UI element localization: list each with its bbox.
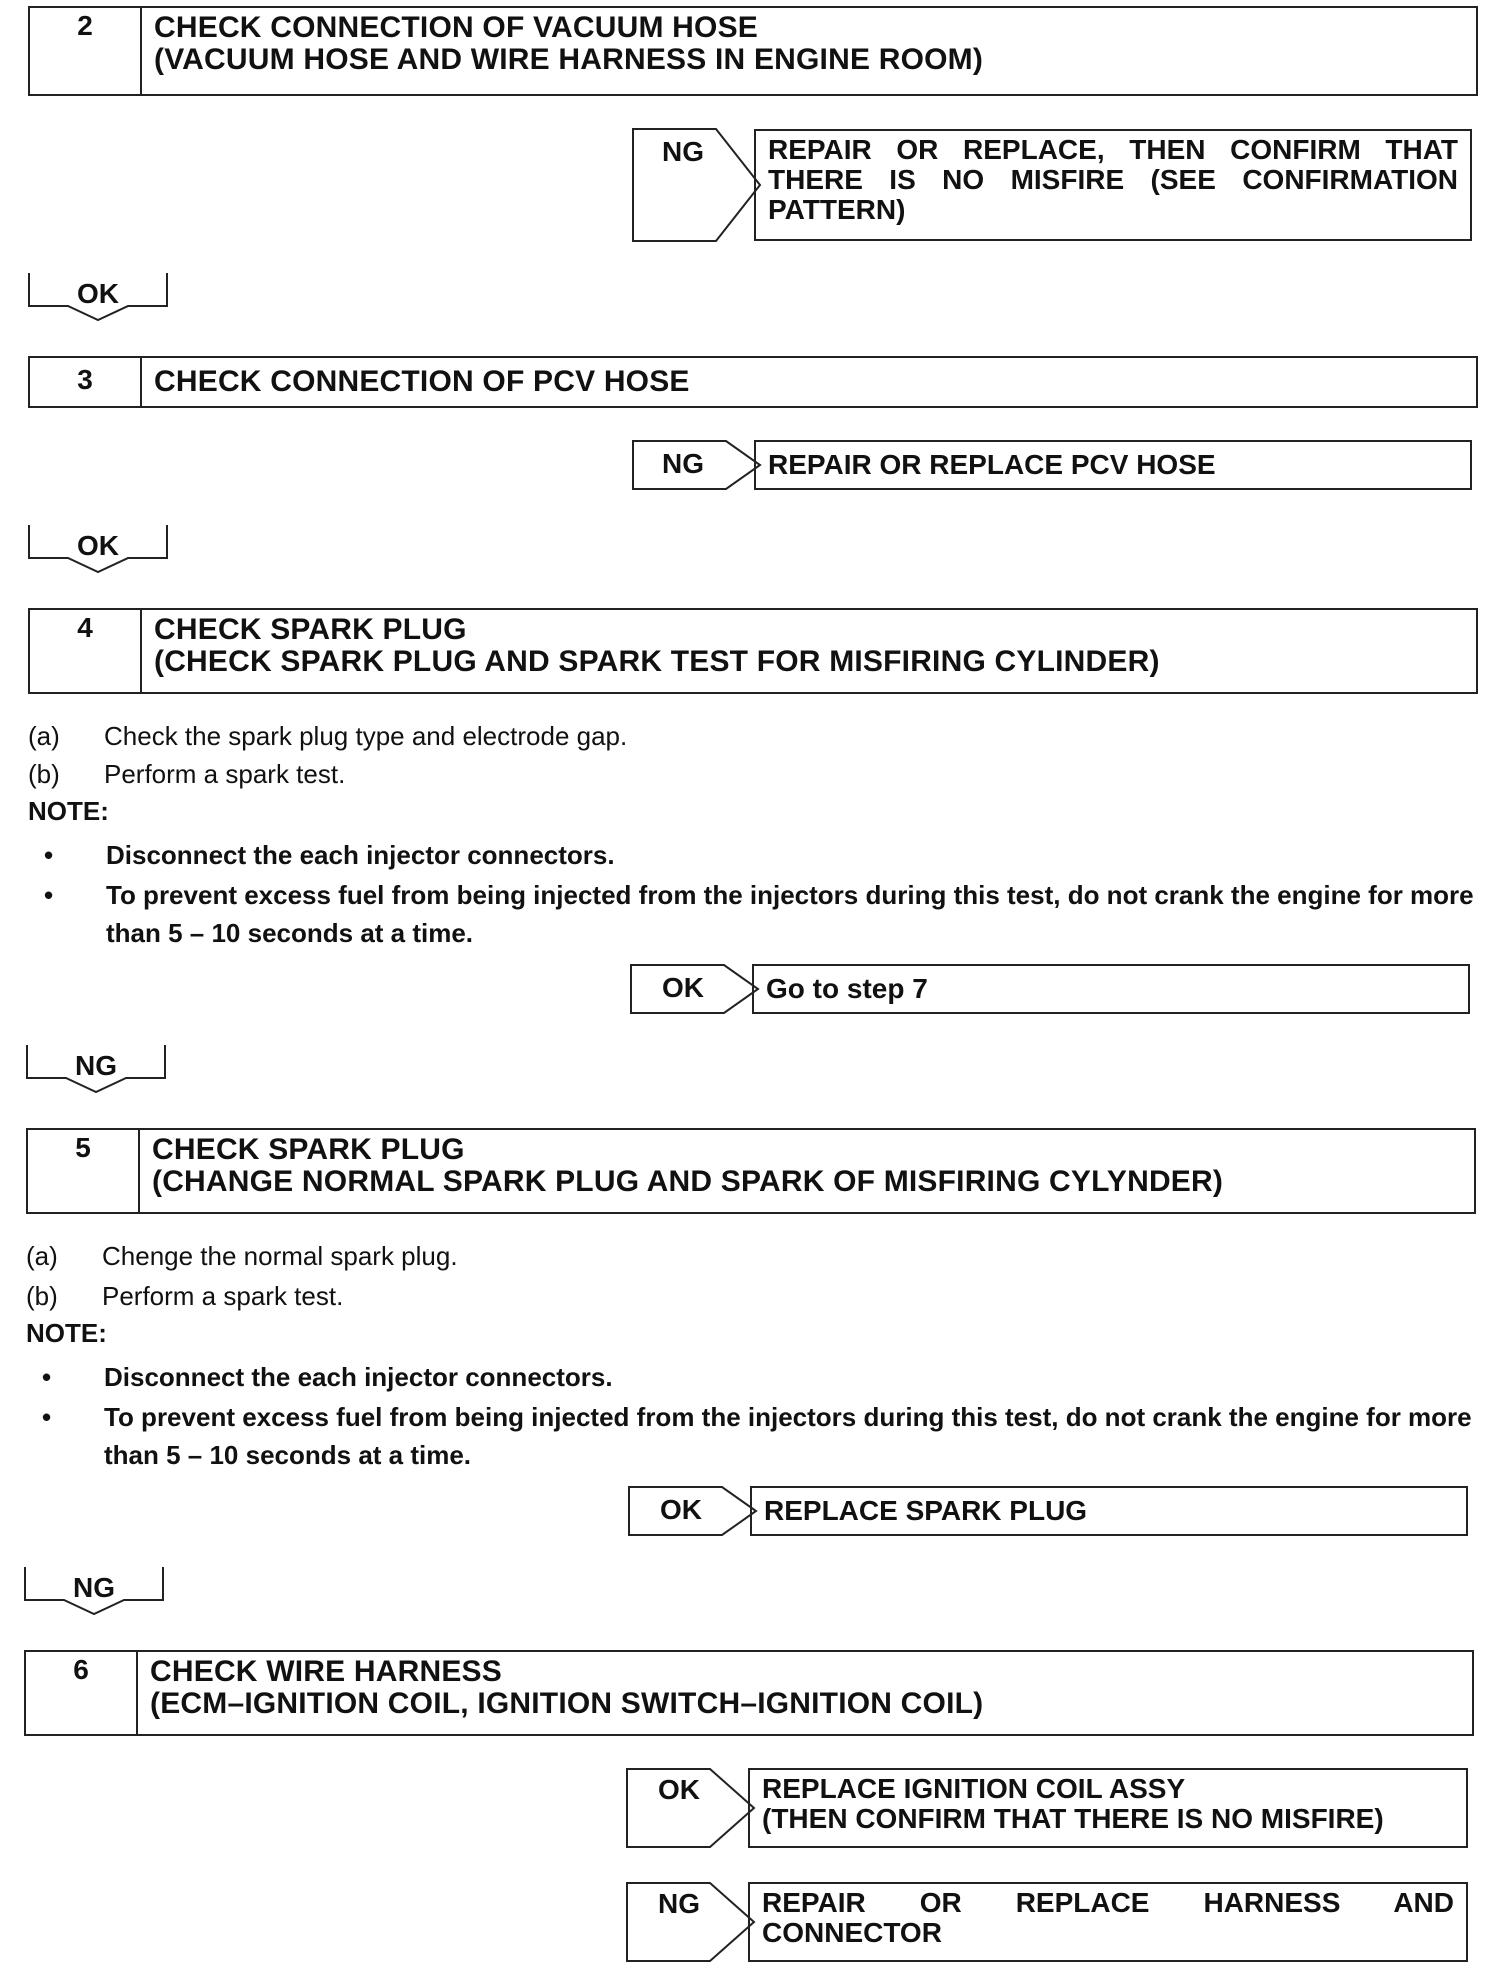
step-2-header — [28, 6, 1478, 96]
flow-tag-ng: NG — [24, 1566, 164, 1616]
bullet-icon: • — [44, 840, 54, 870]
result-text: REPAIR OR REPLACE, THEN CONFIRM THAT THERE IS NO MISFIRE (SEE CONFIRMATION PATTERN) — [754, 129, 1472, 241]
note-bullet: • To prevent excess fuel from being injected from the injectors during this test, do not crank the engine for more than 5 – 10 seconds at a time. — [104, 1398, 1476, 1474]
result-text: REPAIR OR REPLACE HARNESS AND CONNECTOR — [748, 1882, 1468, 1962]
step-number: 3 — [30, 358, 142, 406]
step-title: CHECK CONNECTION OF PCV HOSE — [154, 365, 690, 398]
step-number: 6 — [26, 1652, 138, 1734]
result-label: NG — [658, 1888, 700, 1919]
result-ok-step-6 — [626, 1768, 1468, 1848]
flow-tag-ok: OK — [28, 524, 168, 574]
bullet-icon: • — [42, 1362, 52, 1392]
note-bullet: • Disconnect the each injector connectors. — [106, 836, 1476, 874]
step-6-header — [24, 1650, 1474, 1736]
bullet-icon: • — [42, 1402, 52, 1432]
step-3-header — [28, 356, 1478, 408]
flow-tag-ok: OK — [28, 272, 168, 322]
step-number: 5 — [28, 1130, 140, 1212]
result-text: Go to step 7 — [752, 964, 1470, 1014]
step-4-item-a: (a) Check the spark plug type and electrode gap. — [28, 721, 628, 751]
result-text: REPLACE IGNITION COIL ASSY (THEN CONFIRM THAT THERE IS NO MISFIRE) — [748, 1768, 1468, 1848]
step-title: CHECK WIRE HARNESS (ECM–IGNITION COIL, IGNITION SWITCH–IGNITION COIL) — [150, 1655, 984, 1720]
result-text: REPAIR OR REPLACE PCV HOSE — [754, 440, 1472, 490]
result-ng-step-6 — [626, 1882, 1468, 1962]
result-ng-step-2 — [632, 128, 1472, 242]
result-label: OK — [658, 1774, 700, 1805]
note-label: NOTE: — [26, 1318, 107, 1348]
note-label: NOTE: — [28, 796, 109, 826]
note-bullet: • Disconnect the each injector connectors. — [104, 1358, 1474, 1396]
flow-tag-ng: NG — [26, 1044, 166, 1094]
step-4-item-b: (b) Perform a spark test. — [28, 759, 346, 789]
note-bullet: • To prevent excess fuel from being injected from the injectors during this test, do not crank the engine for more than 5 – 10 seconds at a time. — [106, 876, 1478, 952]
step-5-item-a: (a) Chenge the normal spark plug. — [26, 1241, 458, 1271]
result-text: REPLACE SPARK PLUG — [750, 1486, 1468, 1536]
step-5-header — [26, 1128, 1476, 1214]
result-ng-step-3 — [632, 440, 1472, 490]
bullet-icon: • — [44, 880, 54, 910]
step-title: CHECK CONNECTION OF VACUUM HOSE (VACUUM HOSE AND WIRE HARNESS IN ENGINE ROOM) — [154, 11, 984, 76]
result-ok-step-5 — [628, 1486, 1468, 1536]
step-number: 2 — [30, 8, 142, 94]
result-label: NG — [662, 136, 704, 167]
result-ok-step-4 — [630, 964, 1470, 1014]
result-label: NG — [662, 448, 704, 479]
result-label: OK — [662, 972, 704, 1003]
step-number: 4 — [30, 610, 142, 692]
step-title: CHECK SPARK PLUG (CHANGE NORMAL SPARK PLUG AND SPARK OF MISFIRING CYLYNDER) — [152, 1133, 1224, 1198]
step-title: CHECK SPARK PLUG (CHECK SPARK PLUG AND SPARK TEST FOR MISFIRING CYLINDER) — [154, 613, 1160, 678]
step-5-item-b: (b) Perform a spark test. — [26, 1281, 344, 1311]
step-4-header — [28, 608, 1478, 694]
result-label: OK — [660, 1494, 702, 1525]
